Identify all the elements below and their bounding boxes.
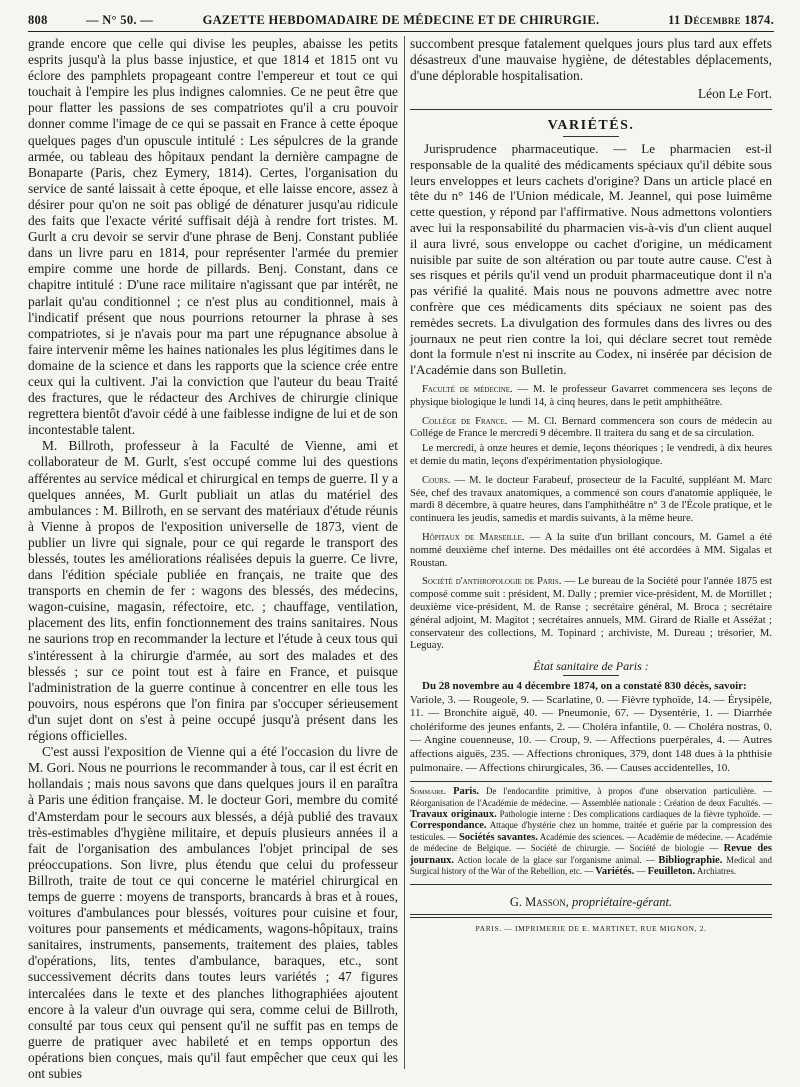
- toc-text: Medical and Surgical history of the War of the Rebellion, etc. —: [410, 854, 772, 877]
- news-text: — Le bureau de la Société pour l'année 1875 est composé comme suit : président, M. Dally ; premier vice-président, M. de Mortillet ; deuxième vice-président, M. de Ranse ; secrétaire général, M. Broca ; secrétaire général adjoint, M. Magitot ; secrétaires annuels, MM. Girard de Rialle et Asséžat ; conservateur des collections, M. Topinard ; archiviste, M. Dureau ; trésorier, M. Leguay.: [410, 576, 772, 652]
- publisher-role: propriétaire-gérant.: [568, 894, 673, 909]
- section-separator: [410, 109, 772, 110]
- news-text: — M. le docteur Farabeuf, prosecteur de la Faculté, suppléant M. Marc Sée, chef des travaux anatomiques, a commencé son cours d'anatomie appliquée, le mardi 8 décembre, à quatre heures, dans l'amphithéâtre n° 3 de l'École pratique, et le continuera les jeudis, samedis et mardis suivants, à la même heure.: [410, 474, 772, 525]
- toc-section: Variétés.: [595, 866, 635, 878]
- toc-text: Action locale de la glace sur l'organisme animal. —: [454, 854, 659, 865]
- toc-section: Feuilleton.: [647, 866, 696, 878]
- toc-text: Attaque d'hystérie chez un homme, traitée et guérie par la compression des testicules. —: [410, 820, 772, 842]
- news-heading: Société d'anthropologie de Paris.: [422, 576, 562, 588]
- toc-text: Archiatres.: [695, 866, 737, 877]
- printer-imprint: PARIS. — IMPRIMERIE DE E. MARTINET, RUE MIGNON, 2.: [475, 923, 707, 933]
- news-heading: Collége de France.: [422, 415, 508, 427]
- toc-section: Correspondance.: [410, 820, 487, 832]
- toc-section: Paris.: [453, 786, 480, 798]
- table-of-contents: [410, 786, 772, 877]
- page-number: 808: [28, 13, 48, 27]
- news-item-faculte: [410, 384, 772, 410]
- publisher-name: Masson,: [525, 894, 569, 909]
- article-paragraph-1: grande encore que celle qui divise les peuples, abaisse les petits esprits jusqu'à la plus basse injustice, et que 1814 et 1815 ont vu éclore des pamphlets propageant contre l'empereur et tout ce qui touchait à l'empire les plus indignes calomnies. Ce ne peut être que pour flatter les passions de ses compatriotes qu'il a cru pouvoir donner comme l'image de ce qui se passait en France à cette époque quelques pages d'un opuscule intitulé : Les sépulcres de la grande armée, ou tableau des hôpitaux pendant la dernière campagne de Bonaparte (Paris, chez Eymery, 1814). Certes, l'organisation du service de santé laissait à cette époque, et elle laisse encore, assez à désirer pour qu'on ne soit pas obligé de dénaturer jusqu'au ridicule des faits que l'exacte vérité suffisait déjà à rendre fort tristes. M. Gurlt a cru devoir se servir d'une phrase de Benj. Constant publiée dans un livre paru en 1814, pour représenter l'armée du premier empire comme une horde de pillards. Benj. Constant, dans ce chapitre intitulé : D'une race militaire n'agissant que par intérêt, ne parlait qu'au conditionnel ; ce n'est plus au conditionnel, mais à l'indicatif présent que nous pourrions retourner la phrase à ses compatriotes, si je n'avais pour ma part une répugnance absolue à faire intervenir même les haines nationales les plus légitimes dans le domaine de la science et dans les rapports que la science crée entre ceux qui la cultivent. J'ai la conviction que l'auteur du beau Traité des fractures, que le rédacteur des Archives de chirurgie clinique regrettera bientôt d'avoir cédé à une faiblesse indigne de lui et de son incontestable talent.: [28, 36, 398, 438]
- title-underline: [563, 136, 619, 137]
- news-item-college-schedule: [410, 443, 772, 469]
- toc-section: Sociétés savantes.: [458, 831, 538, 843]
- header-rule: [28, 31, 774, 32]
- news-heading: Hôpitaux de Marseille.: [422, 531, 525, 543]
- article-continuation: succombent presque fatalement quelques jours plus tard aux effets désastreux d'une mauvaise hygiène, de détestables déplacements, d'une déplorable hospitalisation.: [410, 36, 772, 83]
- column-divider: [404, 36, 405, 1069]
- toc-text: —: [634, 866, 648, 877]
- sanitary-status-title: État sanitaire de Paris :: [533, 659, 649, 674]
- toc-section: Bibliographie.: [658, 854, 723, 866]
- article-paragraph-3: C'est aussi l'exposition de Vienne qui a été l'occasion du livre de M. Gori. Nous ne pourrions le recommander à tous, car il est écrit en hollandais ; mais nous savons que dans quelques jours il en paraîtra à Paris une édition française. M. le docteur Gori, membre du comité d'Amsterdam pour le secours aux blessés, a déjà publié des travaux très-estimables d'hygiène militaire, et depuis plusieurs années il a fait de l'organisation des ambulances l'objet principal de ses préoccupations. Son livre, plus étendu que celui du professeur Billroth, traite de tout ce qui concerne le matériel chirurgical en temps de guerre : moyens de transports, brancards à bras et à roues, voitures d'ambulances pour blessés, voitures pour cuisine et four, voitures pour pansements et médicaments, wagons-hôpitaux, trains sanitaires, instruments, pansements, traitement des plaies, tables d'opérations, lits, tentes d'ambulance, baraques, etc., sont successivement décrits dans toutes leurs variétés ; 47 figures intercalées dans le texte et des planches lithographiées ajoutent encore à la valeur d'un ouvrage qui sera, comme celui de Billroth, consulté par tous ceux qui pensent qu'il ne suffit pas en temps de guerre de pratiquer avec habileté et en temps opportun des opérations bien conçues, mais qu'il faut empêcher que ceux qui les ont subies: [28, 744, 398, 1081]
- sanitary-details: Variole, 3. — Rougeole, 9. — Scarlatine, 0. — Fièvre typhoïde, 14. — Érysipèle, 11. — Bronchite aiguë, 40. — Pneumonie, 67. — Dysentérie, 1. — Diarrhée cholériforme des jeunes enfants, 2. — Choléra infantile, 0. — Choléra nostras, 0. — Angine couenneuse, 10. — Croup, 9. — Affections puerpérales, 4. — Autres affections aiguës, 235. — Affections chroniques, 379, dont 148 dues à la phthisie pulmonaire. — Affections chirurgicales, 36. — Causes accidentelles, 10.: [410, 693, 772, 774]
- left-column: [28, 36, 398, 1081]
- article-paragraph-2: M. Billroth, professeur à la Faculté de Vienne, ami et collaborateur de M. Gurlt, s'est occupé comme lui des questions afférentes au service médical et chirurgical en temps de guerre. Il y a quelques années, M. Gurlt publiait un atlas du matériel des ambulances : M. Billroth, en se servant des matériaux d'étude réunis à Vienne à propos de l'exposition universelle de 1873, vient de publier un livre qui signale, pour ce qui regarde le transport des blessés, toutes les améliorations réalisées depuis la guerre. Ce livre, dans l'édition spéciale publiée en français, ne traite que des transports en chemin de fer : wagons des blessés, des médecins, wagon-cuisine, magasin, réfectoire, etc. ; chauffage, ventilation, placement des lits, enfin fonctionnement des trains sanitaires. Nous ne saurions trop en recommander la lecture et l'étude à ceux tous qui s'intéressent à la chirurgie d'armée, au sort des malades et des blessés ; sur ce point tout est à faire en France, et puisque l'administration de la guerre continue à concentrer en elle tous les pouvoirs, nous espérons que l'on finira par s'occuper sérieusement d'un sujet dont on s'est à peine occupé jusqu'à présent dans les régions officielles.: [28, 438, 398, 744]
- publisher-line: [410, 895, 772, 910]
- news-item-marseille: [410, 532, 772, 570]
- issue-number: — N° 50. —: [86, 13, 154, 27]
- sanitary-week: Du 28 novembre au 4 décembre 1874, on a constaté 830 décès, savoir:: [422, 680, 747, 693]
- sanitary-status: [410, 680, 772, 775]
- section-separator: [410, 781, 772, 782]
- news-text: — A la suite d'un brillant concours, M. Gamel a été nommé deuxième chef interne. Des médailles ont été accordées à MM. Sigalas et Roustan.: [410, 531, 772, 569]
- news-item-anthropologie: [410, 576, 772, 653]
- news-text: Le mercredi, à onze heures et demie, leçons théoriques ; le vendredi, à dix heures et demie du matin, leçons d'expérimentation physiologique.: [410, 443, 772, 467]
- issue-date: 11 Décembre 1874.: [668, 13, 774, 27]
- section-separator: [410, 884, 772, 885]
- toc-text: De l'endocardite primitive, à propos d'une observation particulière. — Réorganisation de l'Académie de médecine. — Assemblée nationale : Création de deux Facultés. —: [410, 786, 773, 808]
- news-text: — M. le professeur Gavarret commencera ses leçons de physique biologique le lundi 14, à cinq heures, dans le petit amphithéâtre.: [410, 383, 773, 408]
- jurisprudence-paragraph: Jurisprudence pharmaceutique. — Le pharmacien est-il responsable de la qualité des médicaments spéciaux qu'il débite sous leurs enveloppes et leurs cachets d'origine? Dans un article placé en tête du n° 146 de l'Union médicale, M. Jeannel, qui pose luimême cette question, y répond par l'affirmative. Nous admettons volontiers avec lui la responsabilité du pharmacien vis-à-vis d'un client auquel il aura livré, sous enveloppe ou cachet d'origine, un médicament nuisible par suite de son altération ou par toute autre cause. C'est à ses risques et périls qu'il vend un produit pharmaceutique dont il n'a pas vérifié la qualité. Mais nous ne pouvons admettre avec notre confrère que ces médicaments dits spéciaux ne soient pas des remèdes secrets. La divulgation des formules dans des livres ou des journaux ne peut rien contre la loi, qui déclare secret tout remède dont la formule n'est ni inscrite au Codex, ni insérée par décision de l'Académie dans son Bulletin.: [410, 141, 772, 378]
- news-text: — M. Cl. Bernard commencera son cours de médecin au Collége de France le mercredi 9 décembre. Il traitera du sang et de sa circulation.: [410, 415, 772, 440]
- imprint-rule: [410, 914, 772, 918]
- page-header: [28, 10, 774, 32]
- article-signature: Léon Le Fort.: [697, 86, 772, 101]
- toc-section: Travaux originaux.: [410, 809, 497, 821]
- journal-title: GAZETTE HEBDOMADAIRE DE MÉDECINE ET DE CHIRURGIE.: [202, 13, 600, 27]
- news-item-college: [410, 416, 772, 442]
- varietes-title: VARIÉTÉS.: [547, 118, 635, 133]
- title-underline: [563, 675, 619, 676]
- toc-label: Sommaire.: [410, 786, 447, 797]
- toc-section: Revue des journaux.: [410, 843, 772, 866]
- right-column: [410, 36, 772, 1069]
- news-heading: Cours.: [422, 474, 451, 486]
- publisher-initial: G.: [509, 894, 523, 909]
- toc-text: Pathologie interne : Des complications cardiaques de la fièvre typhoïde. —: [496, 809, 772, 820]
- news-heading: Faculté de médecine.: [422, 383, 513, 395]
- toc-text: Académie des sciences. — Académie de médecine. — Académie de médecine de Belgique. — Société de chirurgie. — Société de biologie —: [410, 831, 772, 854]
- news-item-cours: [410, 475, 772, 526]
